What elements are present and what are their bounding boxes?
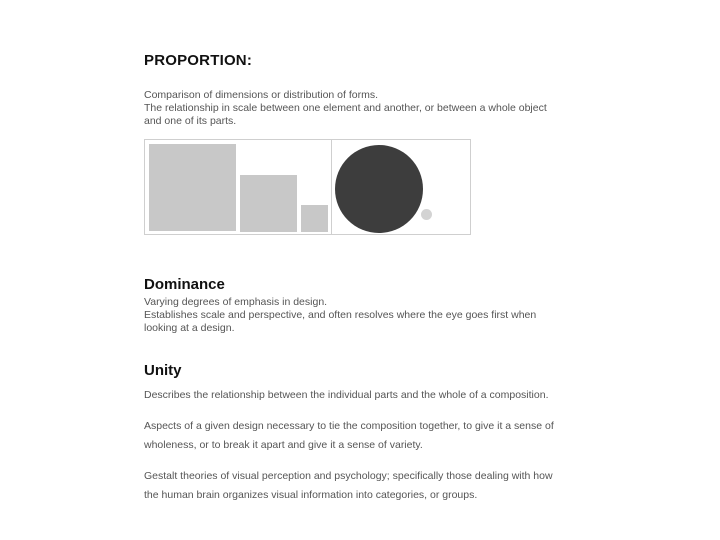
unity-paragraph-2-line-1: Aspects of a given design necessary to tie the composition together, to give it a sense of xyxy=(144,420,554,432)
unity-paragraph-2-line-2: wholeness, or to break it apart and give it a sense of variety. xyxy=(144,439,423,451)
proportion-heading: PROPORTION: xyxy=(144,52,253,69)
dominance-heading: Dominance xyxy=(144,276,225,293)
dominance-line-3: looking at a design. xyxy=(144,322,235,334)
illustration-divider xyxy=(331,140,332,234)
dominance-line-2: Establishes scale and perspective, and often resolves where the eye goes first when xyxy=(144,309,537,321)
large-square xyxy=(149,144,236,231)
small-circle xyxy=(421,209,432,220)
proportion-description xyxy=(144,89,584,128)
medium-square xyxy=(240,175,297,232)
proportion-illustration xyxy=(144,139,471,235)
unity-paragraph-1: Describes the relationship between the individual parts and the whole of a composition. xyxy=(144,389,549,401)
unity-heading: Unity xyxy=(144,362,182,379)
small-square xyxy=(301,205,328,232)
unity-paragraph-3-line-1: Gestalt theories of visual perception and psychology; specifically those dealing with how xyxy=(144,470,553,482)
dominance-line-1: Varying degrees of emphasis in design. xyxy=(144,296,328,308)
dominance-description xyxy=(144,296,584,335)
proportion-line-1: Comparison of dimensions or distribution of forms. xyxy=(144,89,379,101)
proportion-line-3: and one of its parts. xyxy=(144,115,237,127)
large-circle xyxy=(335,145,423,233)
proportion-line-2: The relationship in scale between one element and another, or between a whole object xyxy=(144,102,547,114)
unity-paragraph-3-line-2: the human brain organizes visual information into categories, or groups. xyxy=(144,489,478,501)
